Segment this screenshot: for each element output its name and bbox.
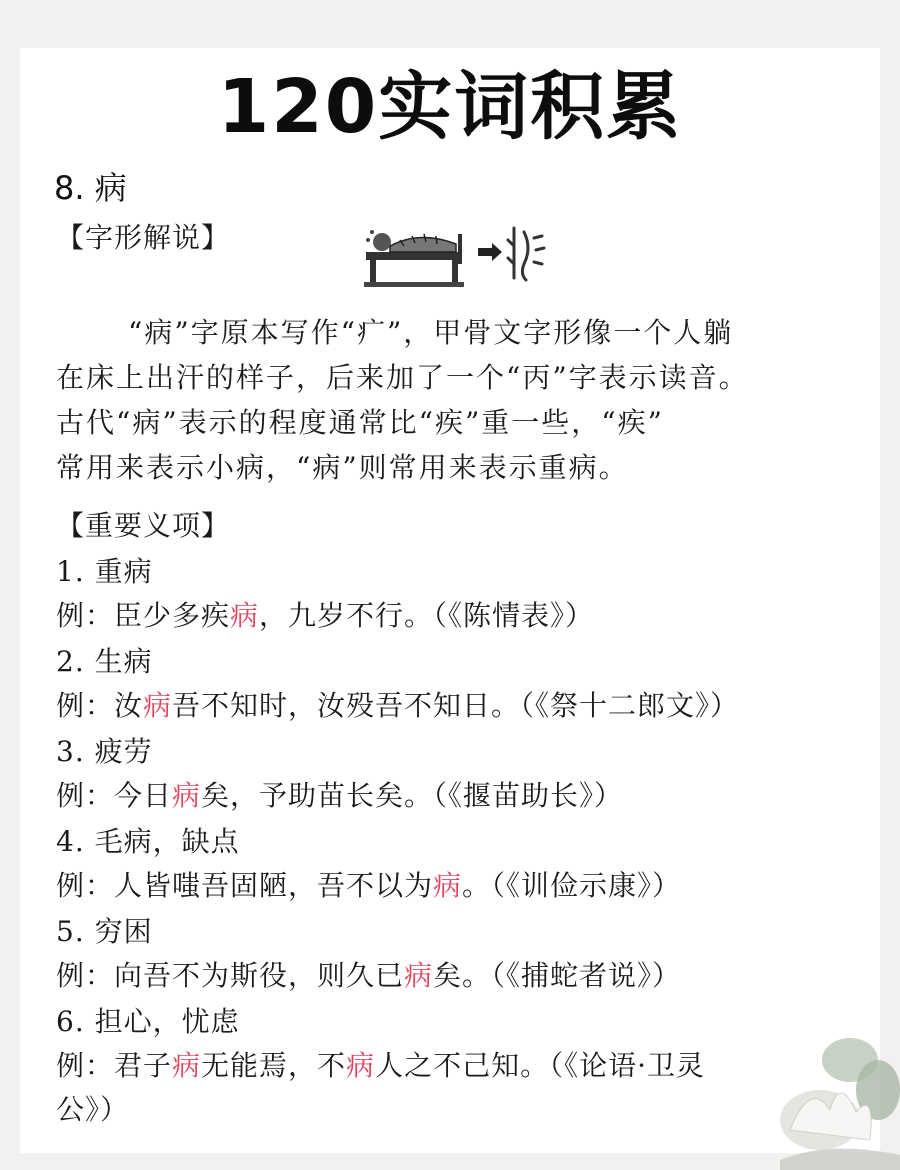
meaning-label: 4. 毛病，缺点 [56,825,240,858]
explanation-line: 在床上出汗的样子，后来加了一个“丙”字表示读音。 [56,361,749,394]
entry-heading: 8. 病 [54,169,127,207]
meaning-example: 例：今日病矣，予助苗长矣。（《揠苗助长》） [56,779,624,812]
explanation-line: 常用来表示小病，“病”则常用来表示重病。 [56,451,629,484]
bed-base [364,282,464,287]
meaning-example: 例：君子病无能焉，不病人之不己知。（《论语·卫灵 [56,1049,705,1082]
meaning-label: 5. 穷困 [56,915,153,948]
person-body [390,237,456,252]
meaning-example: 例：人皆嗤吾固陋，吾不以为病。（《训俭示康》） [56,869,682,902]
explanation-line: “病”字原本写作“疒”，甲骨文字形像一个人躺 [128,316,734,349]
meaning-label: 2. 生病 [56,645,153,678]
person-head [373,233,391,251]
meaning-label: 1. 重病 [56,555,153,588]
meaning-label: 6. 担心，忧虑 [56,1005,240,1038]
bed-post [458,234,462,264]
meaning-example: 例：向吾不为斯役，则久已病矣。（《捕蛇者说》） [56,959,682,992]
explanation-paragraph [56,310,856,490]
explanation-line: 古代“病”表示的程度通常比“疾”重一些，“疾” [56,406,664,439]
meaning-section-label: 【重要义项】 [56,509,231,542]
meaning-label: 3. 疲劳 [56,735,153,768]
person-lying-on-bed-illustration [360,218,550,290]
glyph-section-label: 【字形解说】 [56,221,231,254]
lotus-flower-decoration [760,1020,900,1170]
page-title: 120实词积累 [217,64,683,150]
oracle-bone-glyph-icon [508,228,544,280]
bed-frame [366,252,462,260]
meaning-example: 例：汝病吾不知时，汝殁吾不知日。（《祭十二郎文》） [56,689,740,722]
meaning-example: 例：臣少多疾病，九岁不行。（《陈情表》） [56,599,595,632]
arrow-right-icon [478,243,502,261]
meaning-example-continuation: 公》） [56,1093,130,1126]
